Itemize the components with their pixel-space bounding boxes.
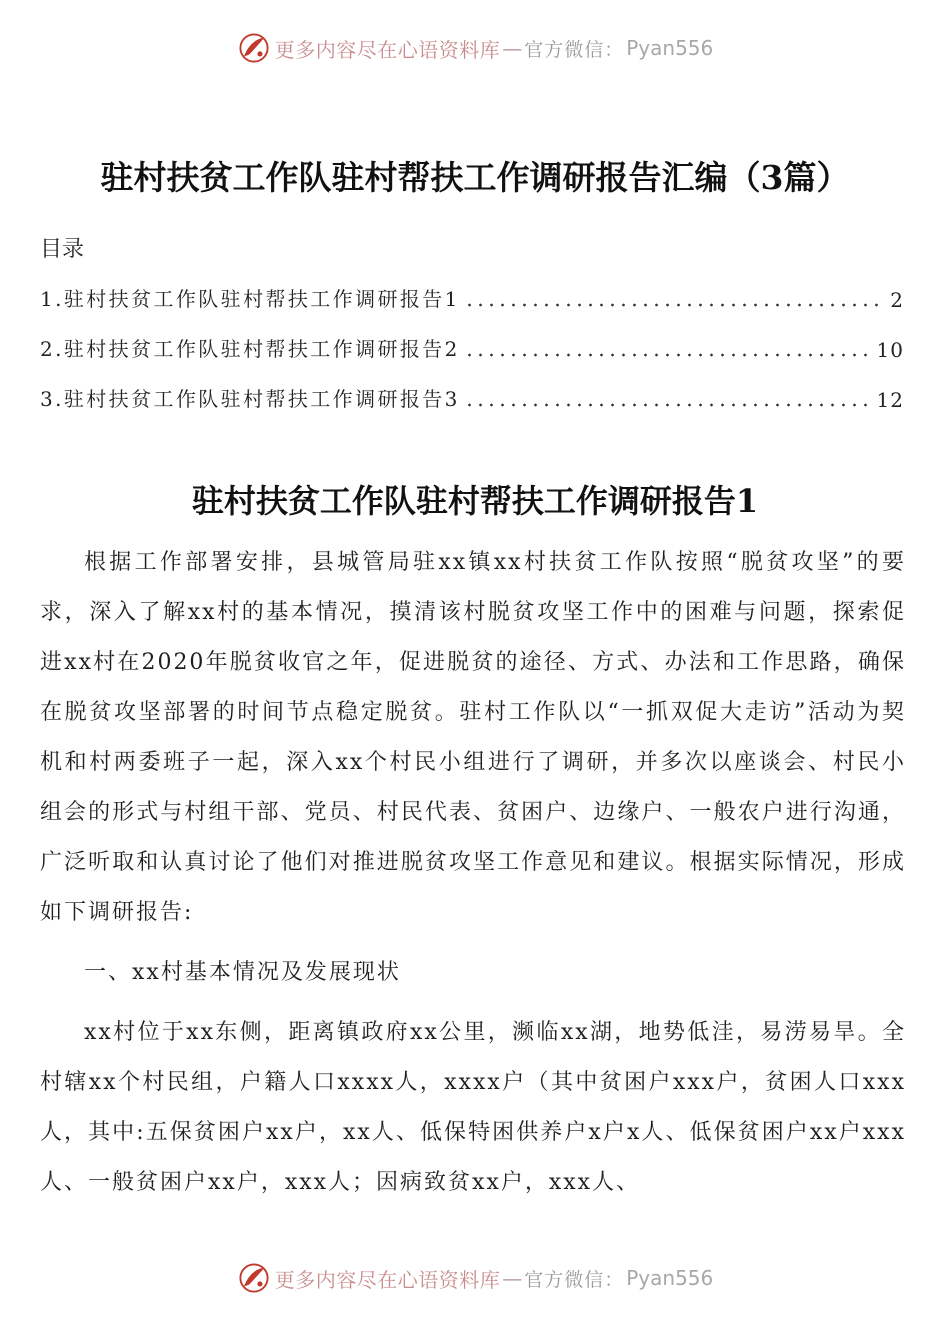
toc-entry-2[interactable]: [40, 332, 904, 362]
toc-leader-dots: [464, 288, 884, 308]
body-paragraph-basic-info: xx村位于xx东侧，距离镇政府xx公里，濒临xx湖，地势低洼，易涝易旱。全村辖xx个村民组，户籍人口xxxx人，xxxx户（其中贫困户xxx户，贫困人口xxx人，其中:五保贫困户xx户，xx人、低保特困供养户x户x人、低保贫困户xx户xxx人、一般贫困户xx户，xxx人；因病致贫xx户，xxx人、: [40, 1020, 906, 1195]
toc-entry-page: 2: [890, 288, 904, 312]
toc-heading: 目录: [40, 237, 85, 262]
banner-dash: —: [502, 36, 523, 60]
banner-wechat-id: Pyan556: [626, 1266, 714, 1290]
toc-entry-label: 1.驻村扶贫工作队驻村帮扶工作调研报告1: [40, 287, 460, 311]
body-paragraph-intro: 根据工作部署安排，县城管局驻xx镇xx村扶贫工作队按照“脱贫攻坚”的要求，深入了解xx村的基本情况，摸清该村脱贫攻坚工作中的困难与问题，探索促进xx村在2020年脱贫收官之年，促进脱贫的途径、方式、办法和工作思路，确保在脱贫攻坚部署的时间节点稳定脱贫。驻村工作队以“一抓双促大走访”活动为契机和村两委班子一起，深入xx个村民小组进行了调研，并多次以座谈会、村民小组会的形式与村组干部、党员、村民代表、贫困户、边缘户、一般农户进行沟通，广泛听取和认真讨论了他们对推进脱贫攻坚工作意见和建议。根据实际情况，形成如下调研报告:: [40, 550, 906, 925]
toc-leader-dots: [464, 338, 871, 358]
banner-dash: —: [502, 1266, 523, 1290]
brand-logo-icon: [237, 31, 271, 65]
toc-entry-page: 10: [876, 338, 904, 362]
banner-text: 更多内容尽在心语资料库: [274, 37, 501, 62]
watermark-banner-top: [0, 28, 950, 68]
banner-subtitle: 官方微信：: [524, 1268, 625, 1291]
toc-entry-label: 2.驻村扶贫工作队驻村帮扶工作调研报告2: [40, 337, 460, 361]
banner-wechat-id: Pyan556: [626, 36, 714, 60]
toc-entry-page: 12: [876, 388, 904, 412]
toc-entry-3[interactable]: [40, 382, 904, 412]
toc-entry-label: 3.驻村扶贫工作队驻村帮扶工作调研报告3: [40, 387, 460, 411]
document-title: 驻村扶贫工作队驻村帮扶工作调研报告汇编（3篇）: [100, 158, 850, 197]
toc-entry-1[interactable]: [40, 282, 904, 312]
brand-logo-icon: [237, 1261, 271, 1295]
banner-text: 更多内容尽在心语资料库: [274, 1267, 501, 1292]
banner-subtitle: 官方微信：: [524, 38, 625, 61]
section-title: 驻村扶贫工作队驻村帮扶工作调研报告1: [191, 482, 759, 520]
watermark-banner-bottom: [0, 1258, 950, 1298]
toc-leader-dots: [464, 388, 871, 408]
subsection-heading: 一、xx村基本情况及发展现状: [84, 960, 401, 985]
